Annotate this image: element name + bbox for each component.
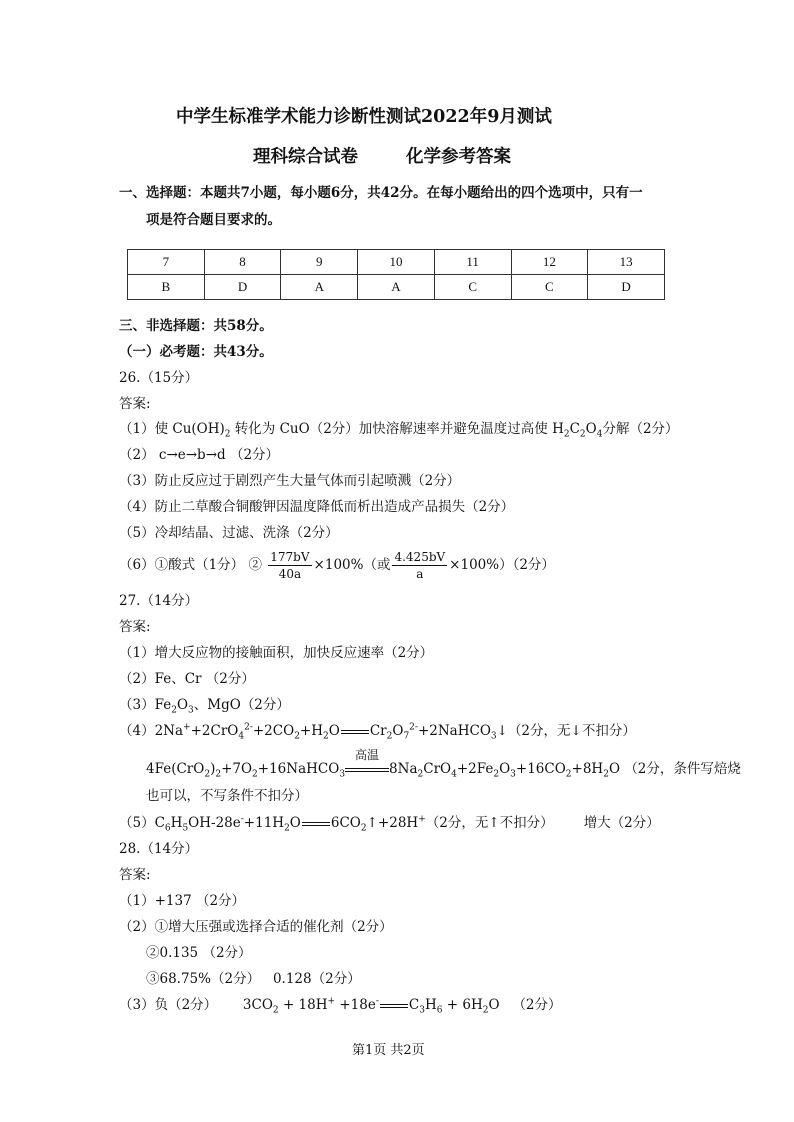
table-cell: D [204, 275, 281, 300]
q27-head: 27.（14分） [119, 593, 199, 609]
table-row-questions [128, 250, 665, 275]
table-cell: 9 [281, 250, 358, 275]
q27-answer-3: $(3)Fe_2O_3$、MgO（2分） [119, 697, 290, 716]
fraction-1: $\frac{177bV}{40a}$ [270, 550, 310, 581]
table-cell: D [588, 275, 665, 300]
q28-answer-2b: ②0.135 （2分） [146, 945, 252, 961]
q27-answer-2: （2）Fe、Cr （2分） [119, 671, 255, 687]
q28-answer-2: （2）①增大压强或选择合适的催化剂（2分） [119, 919, 393, 935]
table-cell: 13 [588, 250, 665, 275]
answer-table [127, 249, 665, 300]
section1-line1: 一、选择题：本题共7小题，每小题6分，共42分。在每小题给出的四个选项中，只有一 [119, 185, 643, 201]
q26-head: 26.（15分） [119, 370, 199, 386]
q27-answer-1: （1）增大反应物的接触面积，加快反应速率（2分） [119, 645, 434, 661]
q26-answer-4: （4）防止二草酸合铜酸钾因温度降低而析出造成产品损失（2分） [119, 499, 515, 515]
table-cell: B [128, 275, 205, 300]
fraction-2: $\frac{4.425bV}{a}$ [394, 550, 446, 581]
table-cell: 10 [358, 250, 435, 275]
q26-answer-1: （1）使 $Cu(OH)_2$ 转化为 CuO（2分）加快溶解速率并避免温度过高使 $H_2C_2O_4$分解（2分） [119, 421, 679, 440]
q26-answer-label: 答案: [119, 396, 151, 412]
table-cell: C [511, 275, 588, 300]
q26-answer-5: （5）冷却结晶、过滤、洗涤（2分） [119, 525, 339, 541]
table-row-answers [128, 275, 665, 300]
subtitle-left: 理科综合试卷 [253, 147, 358, 167]
q27-answer-4b: $4Fe(CrO_2)_2+7O_2+16NaHCO_3$ 高温 $8Na_2CrO_4+2Fe_2O_3+16CO_2+8H_2O$ （2分，条件写焙烧 [146, 748, 741, 780]
q28-answer-3: （3）负（2分） $3CO_2 + 18H^+ +18e^-$ $C_3H_6 + 6H_2O$ （2分） [119, 996, 562, 1016]
subtitle-right: 化学参考答案 [406, 147, 511, 167]
page-footer: 第1页 共2页 [352, 1043, 425, 1058]
q28-head: 28.（14分） [119, 841, 199, 857]
q28-answer-label: 答案: [119, 867, 151, 883]
q26-answer-6: （6）①酸式（1分） ② $\frac{177bV}{40a}$ ×100%（或 $\frac{4.425bV}{a}$ ×100%）（2分） [119, 550, 555, 581]
q26-answer-2: （2） c→e→b→d （2分） [119, 447, 280, 463]
section3-sub: （一）必考题：共43分。 [119, 344, 273, 360]
q27-answer-4: $(4)2Na^++2CrO_4^{2-}+2CO_2+H_2O$ $Cr_2O_7^{2-}+2NaHCO_3↓(2$分，无↓不扣分） [119, 722, 636, 742]
table-cell: C [434, 275, 511, 300]
section3-heading: 三、非选择题：共58分。 [119, 318, 273, 334]
q27-answer-4c: 也可以，不写条件不扣分） [146, 788, 308, 804]
q28-answer-2c: ③68.75%（2分） 0.128（2分） [146, 971, 361, 987]
table-cell: 7 [128, 250, 205, 275]
table-cell: A [358, 275, 435, 300]
table-cell: A [281, 275, 358, 300]
q26-answer-3: （3）防止反应过于剧烈产生大量气体而引起喷溅（2分） [119, 473, 461, 489]
q28-answer-1: （1）+137 （2分） [119, 893, 246, 909]
q27-answer-5: $(5)C_6H_5OH-28e^-+11H_2O$ $6CO_2↑+28H^+(2$分，无↑不扣分） 增大（2分） [119, 814, 660, 834]
section1-line2: 项是符合题目要求的。 [146, 212, 281, 228]
table-cell: 8 [204, 250, 281, 275]
page-title: 中学生标准学术能力诊断性测试2022年9月测试 [176, 107, 552, 127]
table-cell: 11 [434, 250, 511, 275]
table-cell: 12 [511, 250, 588, 275]
q27-answer-label: 答案: [119, 619, 151, 635]
